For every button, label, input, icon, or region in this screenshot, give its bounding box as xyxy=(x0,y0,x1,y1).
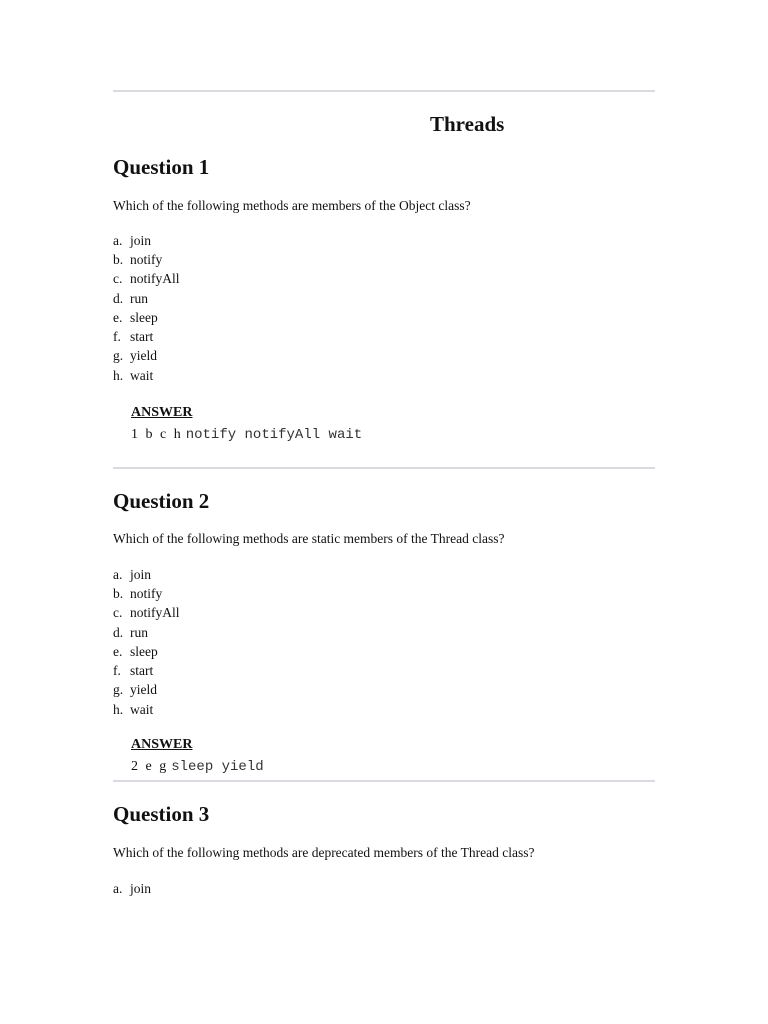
option-letter: a. xyxy=(113,566,123,582)
option-c xyxy=(113,270,180,289)
option-label: run xyxy=(130,290,148,306)
question-2-text: Which of the following methods are static members of the Thread class? xyxy=(113,531,505,546)
option-label: notifyAll xyxy=(130,271,180,287)
question-1-answer xyxy=(131,426,362,444)
option-label: join xyxy=(130,232,152,248)
question-1-text: Which of the following methods are members of the Object class? xyxy=(113,198,471,213)
option-c xyxy=(113,604,180,623)
top-divider xyxy=(113,90,655,92)
option-label: sleep xyxy=(130,643,158,659)
question-2-answer-label: ANSWER xyxy=(131,737,193,752)
answer-keys: 1 b c h xyxy=(131,427,183,442)
option-label: notify xyxy=(130,251,163,267)
option-letter: b. xyxy=(113,585,124,601)
option-letter: d. xyxy=(113,624,124,640)
option-a xyxy=(113,879,151,898)
option-label: wait xyxy=(130,701,154,717)
option-letter: a. xyxy=(113,232,123,248)
option-letter: g. xyxy=(113,348,124,364)
question-3-heading: Question 3 xyxy=(113,802,210,826)
option-letter: h. xyxy=(113,367,124,383)
question-1-options xyxy=(113,231,180,385)
option-label: notifyAll xyxy=(130,605,180,621)
option-d xyxy=(113,623,180,642)
answer-keys: 2 e g xyxy=(131,759,169,774)
option-label: notify xyxy=(130,585,163,601)
answer-methods: sleep yield xyxy=(171,759,264,775)
option-letter: f. xyxy=(113,663,121,679)
option-h xyxy=(113,366,180,385)
option-letter: e. xyxy=(113,309,123,325)
option-letter: d. xyxy=(113,290,124,306)
option-a xyxy=(113,231,180,250)
option-label: join xyxy=(130,566,152,582)
option-label: yield xyxy=(130,682,157,698)
option-label: sleep xyxy=(130,309,158,325)
option-e xyxy=(113,308,180,327)
question-1-divider xyxy=(113,467,655,469)
option-letter: f. xyxy=(113,329,121,345)
option-a xyxy=(113,565,180,584)
option-d xyxy=(113,289,180,308)
option-letter: g. xyxy=(113,682,124,698)
option-label: yield xyxy=(130,348,157,364)
question-2-options xyxy=(113,565,180,719)
question-1-heading: Question 1 xyxy=(113,155,210,179)
option-f xyxy=(113,327,180,346)
option-f xyxy=(113,661,180,680)
option-g xyxy=(113,347,180,366)
question-3-text: Which of the following methods are deprecated members of the Thread class? xyxy=(113,845,535,860)
option-letter: e. xyxy=(113,643,123,659)
option-h xyxy=(113,700,180,719)
option-letter: c. xyxy=(113,271,123,287)
question-2-divider xyxy=(113,780,655,782)
question-2-heading: Question 2 xyxy=(113,489,210,513)
question-2-answer xyxy=(131,758,264,776)
answer-methods: notify notifyAll wait xyxy=(185,427,363,443)
document-title: Threads xyxy=(430,112,505,136)
option-letter: a. xyxy=(113,880,123,896)
question-3-options xyxy=(113,879,151,898)
option-label: wait xyxy=(130,367,154,383)
option-label: run xyxy=(130,624,148,640)
question-1-answer-label: ANSWER xyxy=(131,405,193,420)
option-letter: b. xyxy=(113,251,124,267)
option-letter: h. xyxy=(113,701,124,717)
option-label: start xyxy=(130,663,154,679)
option-e xyxy=(113,642,180,661)
option-letter: c. xyxy=(113,605,123,621)
option-label: join xyxy=(130,880,152,896)
option-g xyxy=(113,681,180,700)
option-b xyxy=(113,250,180,269)
option-b xyxy=(113,584,180,603)
option-label: start xyxy=(130,329,154,345)
